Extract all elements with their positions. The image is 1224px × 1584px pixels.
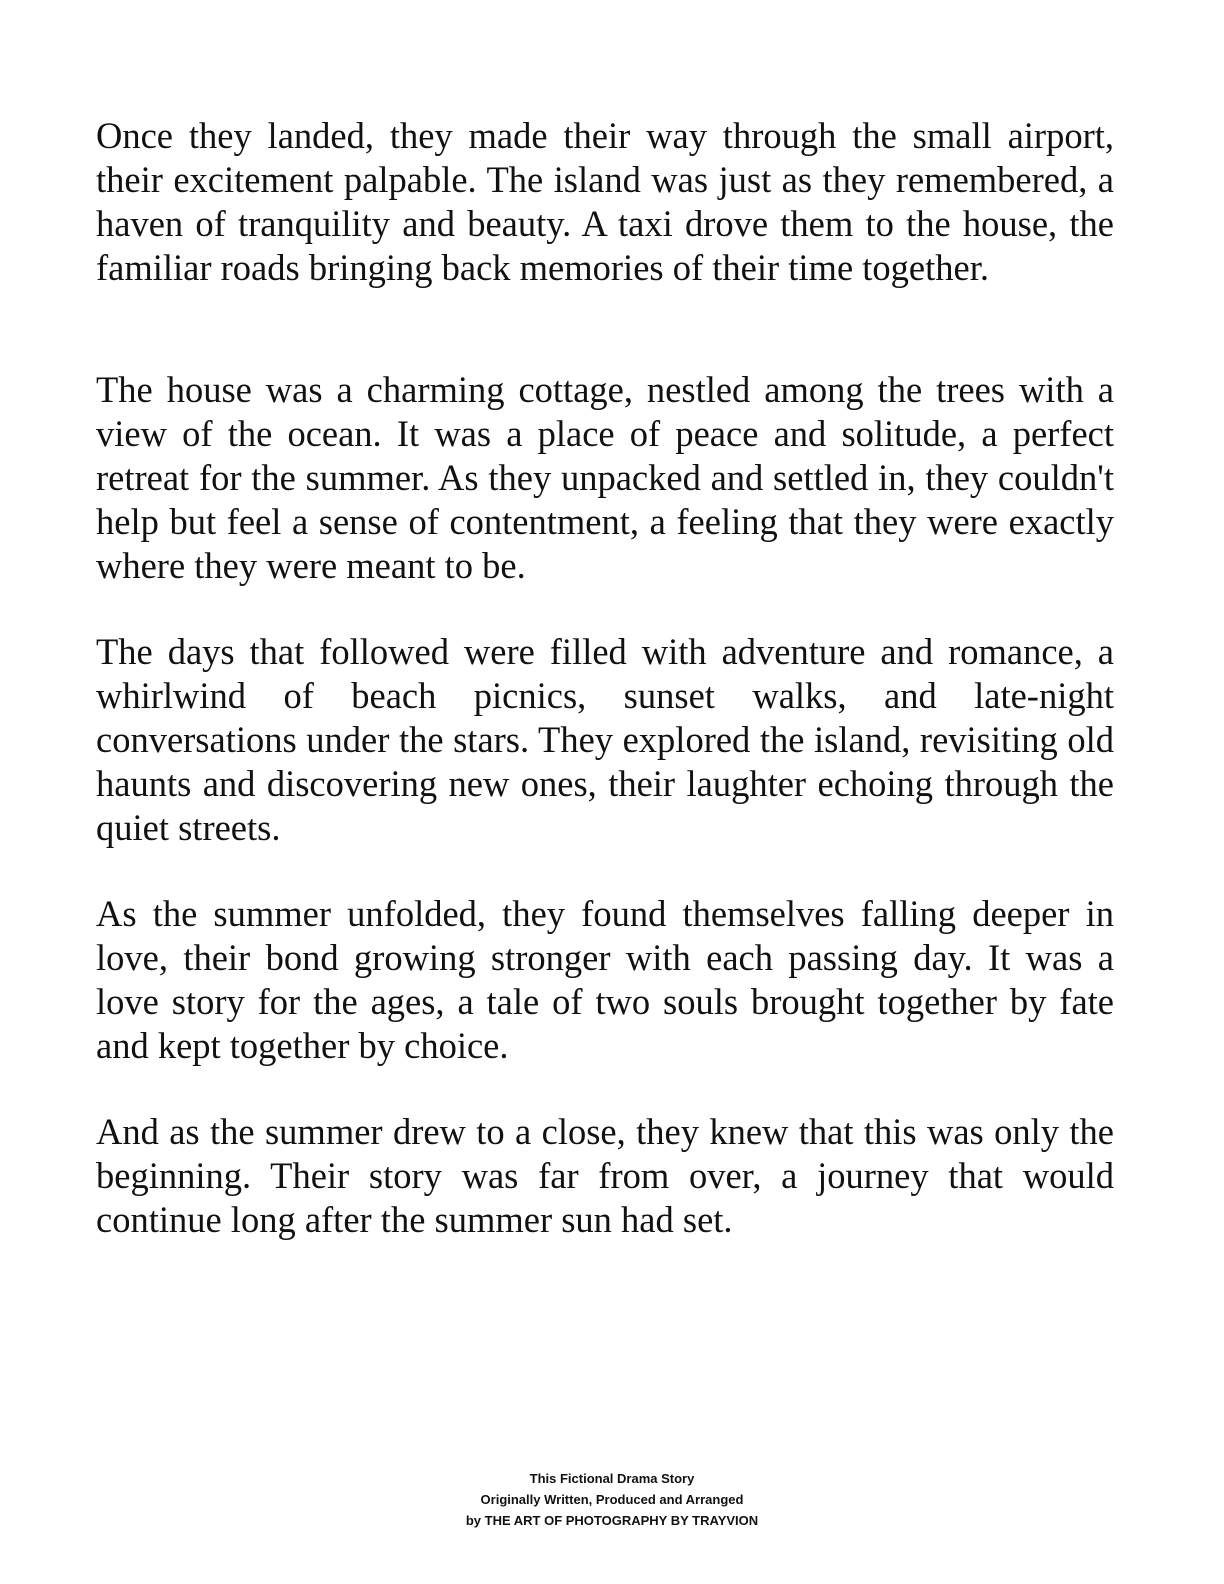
story-body: [96, 114, 1114, 1242]
footer-line-author: by THE ART OF PHOTOGRAPHY BY TRAYVION: [465, 1513, 759, 1528]
story-paragraph-5: And as the summer drew to a close, they knew that this was only the beginning. Their story was far from over, a journey that would continue long after the summer sun had set.: [96, 1111, 1114, 1240]
story-paragraph-3: The days that followed were filled with adventure and romance, a whirlwind of beach picnics, sunset walks, and late-night conversations under the stars. They explored the island, revisiting old haunts and discovering new ones, their laughter echoing through the quiet streets.: [96, 631, 1114, 848]
story-paragraph-1: Once they landed, they made their way through the small airport, their excitement palpable. The island was just as they remembered, a haven of tranquility and beauty. A taxi drove them to the house, the familiar roads bringing back memories of their time together.: [96, 115, 1114, 288]
credits-footer: [0, 1468, 1224, 1531]
story-paragraph-2: The house was a charming cottage, nestled among the trees with a view of the ocean. It was a place of peace and solitude, a perfect retreat for the summer. As they unpacked and settled in, they couldn't help but feel a sense of contentment, a feeling that they were exactly where they were meant to be.: [96, 369, 1114, 586]
footer-line-credit: Originally Written, Produced and Arranged: [480, 1492, 744, 1507]
story-paragraph-4: As the summer unfolded, they found themselves falling deeper in love, their bond growing stronger with each passing day. It was a love story for the ages, a tale of two souls brought together by fate and kept together by choice.: [96, 893, 1114, 1066]
footer-line-title: This Fictional Drama Story: [529, 1471, 695, 1486]
